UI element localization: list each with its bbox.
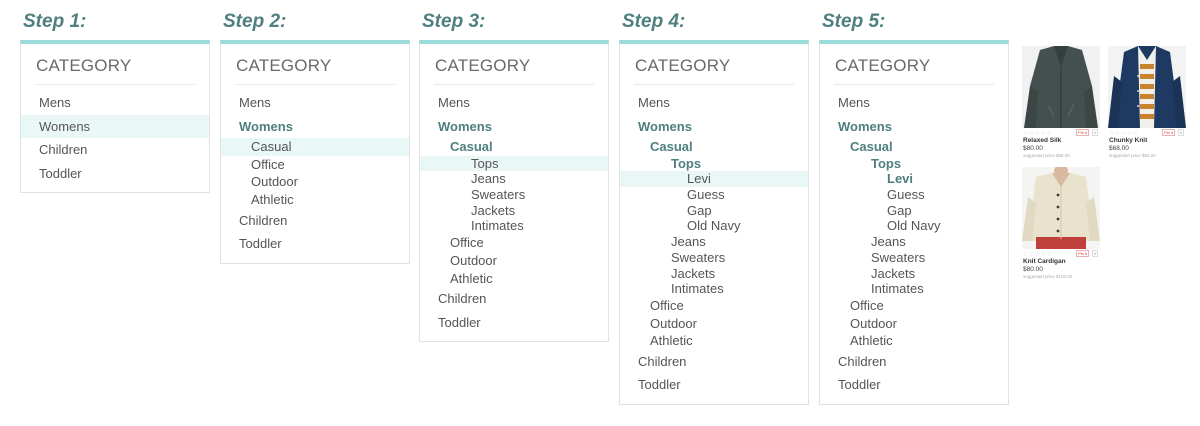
product-card[interactable] <box>1022 167 1100 285</box>
silk-blouse-image[interactable] <box>1022 46 1100 128</box>
category-panel <box>220 40 410 264</box>
category-item-athletic[interactable]: Athletic <box>650 333 693 349</box>
category-item-office[interactable]: Office <box>251 156 285 172</box>
category-item-tops[interactable]: Tops <box>871 155 902 171</box>
category-item-guess[interactable]: Guess <box>887 187 925 203</box>
step-title: Step 3: <box>422 11 486 32</box>
category-heading: CATEGORY <box>634 44 794 85</box>
category-item-mens[interactable]: Mens <box>638 95 670 110</box>
silk-blouse-icon <box>1022 46 1100 128</box>
category-item-jackets[interactable]: Jackets <box>871 265 916 281</box>
category-item-office[interactable]: Office <box>850 297 884 313</box>
striped-cardigan-image[interactable] <box>1108 46 1186 128</box>
product-price: $80.00 <box>1023 145 1043 152</box>
category-panel <box>20 40 210 193</box>
category-heading: CATEGORY <box>434 44 594 85</box>
category-item-levi[interactable]: Levi <box>620 171 808 187</box>
category-item-levi[interactable]: Levi <box>887 171 914 187</box>
pin-count: 0 <box>1093 251 1096 256</box>
category-item-jeans[interactable]: Jeans <box>871 234 906 250</box>
category-item-athletic[interactable]: Athletic <box>850 333 893 349</box>
category-item-jackets[interactable]: Jackets <box>471 202 516 218</box>
product-meta <box>1108 128 1186 164</box>
pin-it-button[interactable]: Pin it <box>1078 251 1087 256</box>
category-item-children[interactable]: Children <box>838 353 887 369</box>
category-item-gap[interactable]: Gap <box>887 202 912 218</box>
category-item-toddler[interactable]: Toddler <box>239 236 282 252</box>
category-list <box>21 85 209 192</box>
category-panel <box>419 40 609 342</box>
category-item-jeans[interactable]: Jeans <box>471 171 506 187</box>
category-item-old-navy[interactable]: Old Navy <box>687 218 741 234</box>
category-item-athletic[interactable]: Athletic <box>450 270 493 286</box>
category-item-jeans[interactable]: Jeans <box>671 234 706 250</box>
category-item-children[interactable]: Children <box>39 142 88 157</box>
product-name[interactable]: Chunky Knit <box>1109 137 1148 144</box>
category-item-mens[interactable]: Mens <box>438 95 470 110</box>
category-list <box>420 85 608 341</box>
product-meta <box>1022 249 1100 285</box>
category-list <box>820 85 1008 404</box>
category-item-children[interactable]: Children <box>438 291 487 307</box>
product-name[interactable]: Knit Cardigan <box>1023 258 1066 265</box>
category-item-office[interactable]: Office <box>450 235 484 251</box>
category-item-toddler[interactable]: Toddler <box>438 314 481 330</box>
pin-it-button[interactable]: Pin it <box>1078 130 1087 135</box>
category-item-mens[interactable]: Mens <box>239 95 271 110</box>
category-list <box>620 85 808 404</box>
product-price: $80.00 <box>1023 266 1043 273</box>
rating-stars-icon: ☆☆☆☆☆ <box>1023 252 1053 258</box>
category-heading: CATEGORY <box>35 44 195 85</box>
suggested-price: suggested price $92.00 <box>1109 153 1156 158</box>
cream-cardigan-image[interactable] <box>1022 167 1100 249</box>
category-item-womens[interactable]: Womens <box>239 118 293 134</box>
suggested-price: suggested price $100.00 <box>1023 274 1073 279</box>
category-item-athletic[interactable]: Athletic <box>251 192 294 208</box>
category-item-tops[interactable]: Tops <box>420 156 608 172</box>
category-panel <box>619 40 809 405</box>
step-title: Step 2: <box>223 11 287 32</box>
product-card[interactable] <box>1108 46 1186 164</box>
category-item-outdoor[interactable]: Outdoor <box>251 174 298 190</box>
category-item-womens[interactable]: Womens <box>638 118 692 134</box>
pin-count: 0 <box>1093 130 1096 135</box>
category-item-children[interactable]: Children <box>239 212 288 228</box>
pin-count: 0 <box>1179 130 1182 135</box>
category-item-toddler[interactable]: Toddler <box>39 165 82 181</box>
category-item-gap[interactable]: Gap <box>687 202 712 218</box>
category-item-casual[interactable]: Casual <box>650 139 693 154</box>
rating-stars-icon: ☆☆☆☆☆ <box>1023 131 1053 137</box>
category-item-womens[interactable]: Womens <box>838 118 892 134</box>
category-item-sweaters[interactable]: Sweaters <box>471 187 526 203</box>
category-item-womens[interactable]: Womens <box>438 118 492 134</box>
category-item-toddler[interactable]: Toddler <box>638 377 681 393</box>
category-item-mens[interactable]: Mens <box>838 95 870 110</box>
category-item-toddler[interactable]: Toddler <box>838 377 881 393</box>
category-item-outdoor[interactable]: Outdoor <box>650 315 697 331</box>
category-panel <box>819 40 1009 405</box>
category-heading: CATEGORY <box>235 44 395 85</box>
rating-stars-icon: ☆☆☆☆☆ <box>1109 131 1139 137</box>
category-item-womens[interactable]: Womens <box>21 115 209 139</box>
category-item-old-navy[interactable]: Old Navy <box>887 218 941 234</box>
category-item-tops[interactable]: Tops <box>671 155 702 171</box>
product-price: $68.00 <box>1109 145 1129 152</box>
category-item-children[interactable]: Children <box>638 353 687 369</box>
product-grid <box>1020 46 1190 286</box>
category-list <box>221 85 409 263</box>
category-item-sweaters[interactable]: Sweaters <box>871 249 926 265</box>
category-item-outdoor[interactable]: Outdoor <box>850 315 897 331</box>
product-card[interactable] <box>1022 46 1100 164</box>
striped-cardigan-icon <box>1108 46 1186 128</box>
step-title: Step 5: <box>822 11 886 32</box>
category-item-casual[interactable]: Casual <box>450 139 493 154</box>
step-title: Step 4: <box>622 11 686 32</box>
pin-it-button[interactable]: Pin it <box>1164 130 1173 135</box>
category-heading: CATEGORY <box>834 44 994 85</box>
category-item-office[interactable]: Office <box>650 297 684 313</box>
cream-cardigan-icon <box>1022 167 1100 249</box>
product-name[interactable]: Relaxed Silk <box>1023 137 1062 144</box>
category-item-intimates[interactable]: Intimates <box>671 281 724 297</box>
category-item-intimates[interactable]: Intimates <box>871 281 924 297</box>
category-item-casual[interactable]: Casual <box>850 139 893 154</box>
category-item-casual[interactable]: Casual <box>221 138 409 156</box>
product-meta <box>1022 128 1100 164</box>
suggested-price: suggested price $98.00 <box>1023 153 1070 158</box>
category-item-intimates[interactable]: Intimates <box>471 218 524 234</box>
category-item-outdoor[interactable]: Outdoor <box>450 252 497 268</box>
category-item-guess[interactable]: Guess <box>687 187 725 203</box>
category-item-jackets[interactable]: Jackets <box>671 265 716 281</box>
category-item-sweaters[interactable]: Sweaters <box>671 249 726 265</box>
category-item-mens[interactable]: Mens <box>39 95 71 110</box>
step-title: Step 1: <box>23 11 87 32</box>
